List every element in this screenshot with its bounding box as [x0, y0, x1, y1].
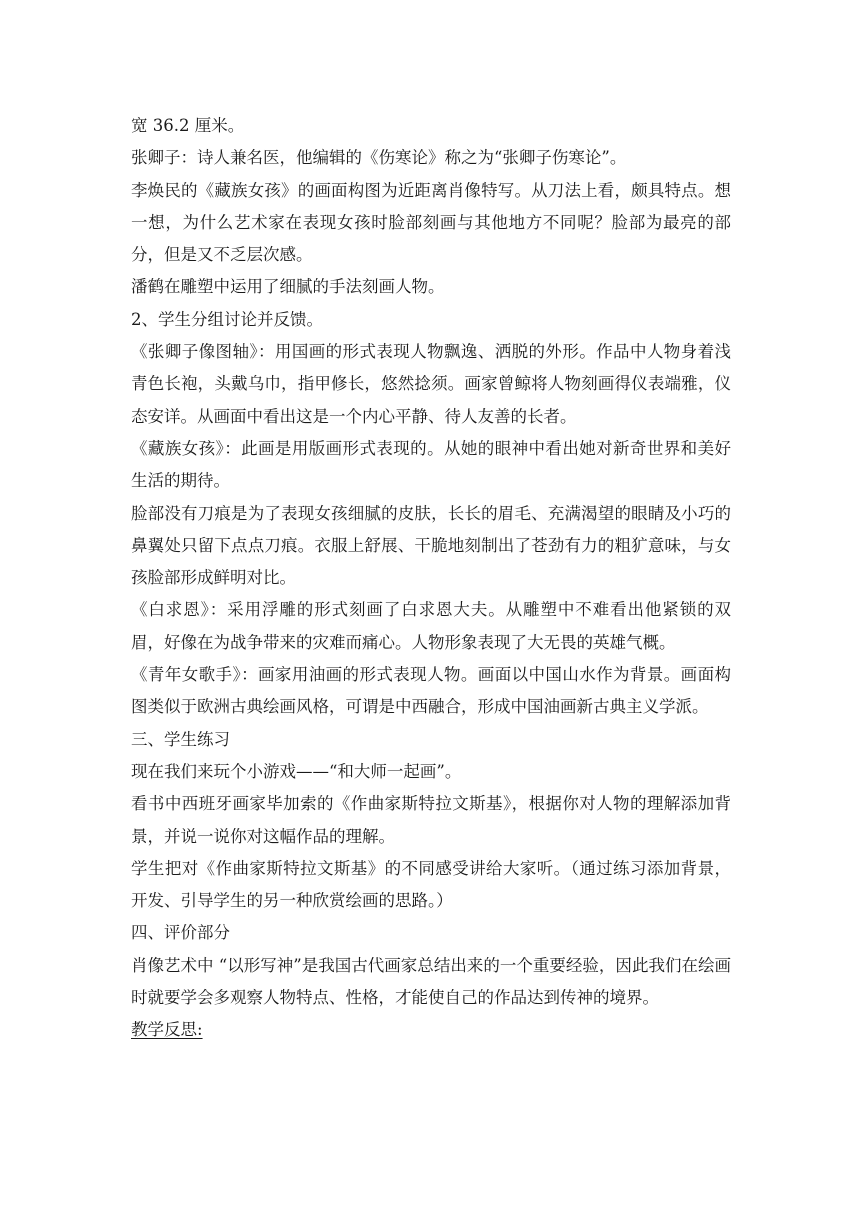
paragraph: 潘鹤在雕塑中运用了细腻的手法刻画人物。 — [131, 277, 445, 297]
section-item-heading: 2、学生分组讨论并反馈。 — [131, 309, 323, 329]
paragraph: 宽 36.2 厘米。 — [131, 116, 245, 135]
paragraph: 脸部没有刀痕是为了表现女孩细腻的皮肤，长长的眉毛、充满渴望的眼睛及小巧的鼻翼处只留下点点刀痕。衣服上舒展、干脆地刻制出了苍劲有力的粗犷意味，与女孩脸部形成鲜明对比。 — [131, 503, 731, 588]
paragraph: 现在我们来玩个小游戏——“和大师一起画”。 — [131, 761, 462, 781]
paragraph: 《张卿子像图轴》：用国画的形式表现人物飘逸、洒脱的外形。作品中人物身着浅青色长袍，头戴乌巾，指甲修长，悠然捻须。画家曾鲸将人物刻画得仪表端雅，仪态安详。从画面中看出这是一个内心平静、待人友善的长者。 — [131, 342, 731, 426]
paragraph: 《藏族女孩》：此画是用版画形式表现的。从她的眼神中看出她对新奇世界和美好生活的期待。 — [131, 438, 731, 491]
paragraph: 张卿子：诗人兼名医，他编辑的《伤寒论》称之为“张卿子伤寒论”。 — [131, 148, 627, 168]
paragraph: 学生把对《作曲家斯特拉文斯基》的不同感受讲给大家听。（通过练习添加背景，开发、引导学生的另一种欣赏绘画的思路。） — [131, 858, 731, 911]
paragraph: 《青年女歌手》：画家用油画的形式表现人物。画面以中国山水作为背景。画面构图类似于欧洲古典绘画风格，可谓是中西融合，形成中国油画新古典主义学派。 — [131, 665, 731, 717]
reflection-label: 教学反思: — [131, 1020, 203, 1040]
paragraph: 《白求恩》：采用浮雕的形式刻画了白求恩大夫。从雕塑中不难看出他紧锁的双眉，好像在为战争带来的灾难而痛心。人物形象表现了大无畏的英雄气概。 — [131, 600, 731, 652]
reflection-line — [131, 1014, 731, 1046]
paragraph: 看书中西班牙画家毕加索的《作曲家斯特拉文斯基》，根据你对人物的理解添加背景，并说一说你对这幅作品的理解。 — [131, 794, 731, 846]
paragraph: 李焕民的《藏族女孩》的画面构图为近距离肖像特写。从刀法上看，颇具特点。想一想，为什么艺术家在表现女孩时脸部刻画与其他地方不同呢？脸部为最亮的部分，但是又不乏层次感。 — [131, 180, 731, 265]
section-heading: 三、学生练习 — [131, 729, 230, 749]
section-heading: 四、评价部分 — [131, 923, 230, 943]
document-body — [131, 110, 731, 1047]
paragraph: 肖像艺术中 “以形写神”是我国古代画家总结出来的一个重要经验，因此我们在绘画时就要学会多观察人物特点、性格，才能使自己的作品达到传神的境界。 — [131, 955, 731, 1008]
